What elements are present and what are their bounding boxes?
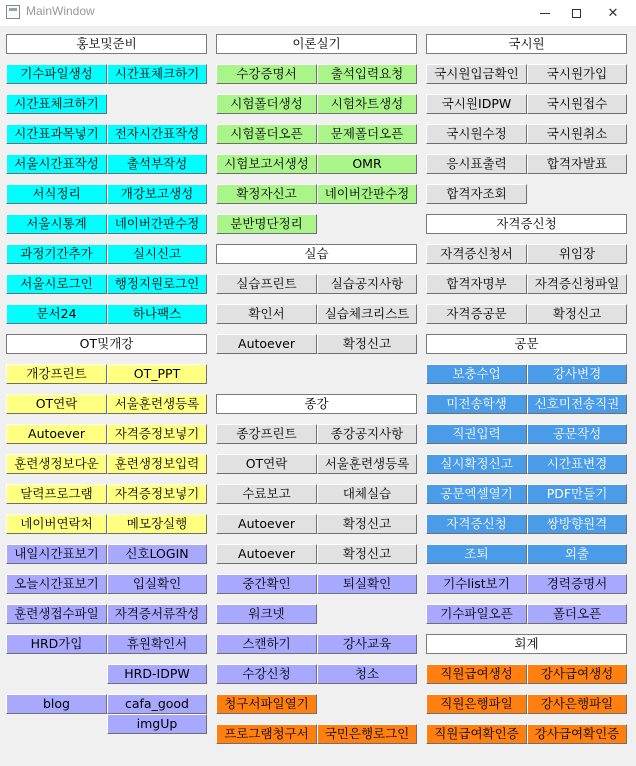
btn-opening-report[interactable]: 개강보고생성 xyxy=(107,184,207,204)
btn-pass-list[interactable]: 합격자명부 xyxy=(426,274,527,294)
btn-confirm-report-2[interactable]: 확정신고 xyxy=(317,514,417,534)
btn-confirmation[interactable]: 확인서 xyxy=(216,304,317,324)
section-header-kuksiwon: 국시원 xyxy=(426,34,627,54)
btn-enrollment-cert[interactable]: 수강증명서 xyxy=(216,64,317,84)
btn-hana-fax[interactable]: 하나팩스 xyxy=(107,304,207,324)
btn-add-course-period[interactable]: 과정기간추가 xyxy=(6,244,107,264)
btn-ot-contact-2[interactable]: OT연락 xyxy=(216,454,317,474)
btn-timetable-change[interactable]: 시간표변경 xyxy=(527,454,627,474)
btn-confirm-report-4[interactable]: 확정신고 xyxy=(527,304,627,324)
btn-makeup-class[interactable]: 보충수업 xyxy=(426,364,527,384)
btn-folder-open[interactable]: 폴더오픈 xyxy=(527,604,627,624)
btn-naver-sign-edit-2[interactable]: 네이버간판수정 xyxy=(317,184,417,204)
btn-early-leave[interactable]: 조퇴 xyxy=(426,544,527,564)
btn-program-invoice[interactable]: 프로그램청구서 xyxy=(216,724,317,744)
btn-practice-print[interactable]: 실습프린트 xyxy=(216,274,317,294)
btn-worknet[interactable]: 워크넷 xyxy=(216,604,317,624)
btn-instructor-payroll-create[interactable]: 강사급여생성 xyxy=(527,664,627,684)
btn-cohort-file-open[interactable]: 기수파일오픈 xyxy=(426,604,527,624)
btn-timetable-check[interactable]: 시간표체크하기 xyxy=(107,64,207,84)
btn-practice-notice[interactable]: 실습공지사항 xyxy=(317,274,417,294)
btn-invoice-file-open[interactable]: 청구서파일열기 xyxy=(216,694,317,714)
btn-kuksiwon-edit[interactable]: 국시원수정 xyxy=(426,124,527,144)
btn-seoul-login[interactable]: 서울시로그인 xyxy=(6,274,107,294)
btn-cert-application-file[interactable]: 자격증신청파일 xyxy=(527,274,627,294)
btn-confirm-report[interactable]: 확정신고 xyxy=(317,334,417,354)
section-header-closing: 종강 xyxy=(216,394,417,414)
btn-img-up[interactable]: imgUp xyxy=(107,714,207,734)
btn-kb-bank-login[interactable]: 국민은행로그인 xyxy=(317,724,417,744)
btn-implementation-report[interactable]: 실시신고 xyxy=(107,244,207,264)
btn-hrd-idpw[interactable]: HRD-IDPW xyxy=(107,664,207,684)
btn-closing-print[interactable]: 종강프린트 xyxy=(216,424,317,444)
btn-cohort-list-view[interactable]: 기수list보기 xyxy=(426,574,527,594)
btn-admin-login[interactable]: 행정지원로그인 xyxy=(107,274,207,294)
btn-pass-announcement[interactable]: 합격자발표 xyxy=(527,154,627,174)
btn-seoul-trainee-register[interactable]: 서울훈련생등록 xyxy=(107,394,207,414)
section-header-official-docs: 공문 xyxy=(426,334,627,354)
btn-instructor-bank-file[interactable]: 강사은행파일 xyxy=(527,694,627,714)
btn-blog[interactable]: blog xyxy=(6,694,107,714)
btn-calendar-program[interactable]: 달력프로그램 xyxy=(6,484,107,504)
btn-course-application[interactable]: 수강신청 xyxy=(216,664,317,684)
btn-cleaning[interactable]: 청소 xyxy=(317,664,417,684)
section-header-practice: 실습 xyxy=(216,244,417,264)
btn-leave-confirm[interactable]: 휴원확인서 xyxy=(107,634,207,654)
btn-ot-ppt[interactable]: OT_PPT xyxy=(107,364,207,384)
btn-exam-report[interactable]: 시험보고서생성 xyxy=(216,154,317,174)
btn-confirmed-report[interactable]: 확정자신고 xyxy=(216,184,317,204)
btn-interactive-remote[interactable]: 쌍방향원격 xyxy=(527,514,627,534)
btn-exam-folder-open[interactable]: 시험폴더오픈 xyxy=(216,124,317,144)
btn-untransmitted-students[interactable]: 미전송학생 xyxy=(426,394,527,414)
btn-cert-info-insert[interactable]: 자격증정보넣기 xyxy=(107,424,207,444)
maximize-icon xyxy=(572,9,581,18)
btn-cert-official-letter[interactable]: 자격증공문 xyxy=(426,304,527,324)
btn-shinho-untransmitted[interactable]: 신호미전송직권 xyxy=(527,394,627,414)
btn-form-cleanup[interactable]: 서식정리 xyxy=(6,184,107,204)
section-header-theory: 이론실기 xyxy=(216,34,417,54)
btn-official-excel-open[interactable]: 공문엑셀열기 xyxy=(426,484,527,504)
btn-autoever-2[interactable]: Autoever xyxy=(216,334,317,354)
btn-attendance-request[interactable]: 출석입력요청 xyxy=(317,64,417,84)
section-header-accounting: 회계 xyxy=(426,634,627,654)
btn-kuksiwon-apply[interactable]: 국시원접수 xyxy=(527,94,627,114)
btn-trainee-info-download[interactable]: 훈련생정보다운 xyxy=(6,454,107,474)
btn-kuksiwon-cancel[interactable]: 국시원취소 xyxy=(527,124,627,144)
title-bar xyxy=(0,0,636,26)
close-button[interactable] xyxy=(590,0,636,26)
btn-today-timetable[interactable]: 오늘시간표보기 xyxy=(6,574,107,594)
btn-shinho-login[interactable]: 신호LOGIN xyxy=(107,544,207,564)
btn-question-folder-open[interactable]: 문제폴더오픈 xyxy=(317,124,417,144)
btn-checkin-confirm[interactable]: 입실확인 xyxy=(107,574,207,594)
app-icon xyxy=(6,5,20,19)
btn-practice-checklist[interactable]: 실습체크리스트 xyxy=(317,304,417,324)
btn-e-timetable[interactable]: 전자시간표작성 xyxy=(107,124,207,144)
btn-pass-lookup[interactable]: 합격자조회 xyxy=(426,184,527,204)
btn-midterm-check[interactable]: 중간확인 xyxy=(216,574,317,594)
btn-scan[interactable]: 스캔하기 xyxy=(216,634,317,654)
btn-class-list-cleanup[interactable]: 분반명단정리 xyxy=(216,214,317,234)
btn-cert-application-form[interactable]: 자격증신청서 xyxy=(426,244,527,264)
btn-cert-apply[interactable]: 자격증신청 xyxy=(426,514,527,534)
btn-autoever-4[interactable]: Autoever xyxy=(216,544,317,564)
btn-kuksiwon-idpw[interactable]: 국시원IDPW xyxy=(426,94,527,114)
btn-cohort-file-create[interactable]: 기수파일생성 xyxy=(6,64,107,84)
btn-timetable-check-2[interactable]: 시간표체크하기 xyxy=(6,94,107,114)
btn-attendance-book[interactable]: 출석부작성 xyxy=(107,154,207,174)
minimize-icon xyxy=(540,13,550,14)
btn-instructor-pay-cert[interactable]: 강사급여확인증 xyxy=(527,724,627,744)
window-title: MainWindow xyxy=(26,4,95,18)
btn-ot-contact[interactable]: OT연락 xyxy=(6,394,107,414)
btn-confirm-report-3[interactable]: 확정신고 xyxy=(317,544,417,564)
btn-trainee-info-input[interactable]: 훈련생정보입력 xyxy=(107,454,207,474)
btn-power-of-attorney[interactable]: 위임장 xyxy=(527,244,627,264)
btn-checkout-confirm[interactable]: 퇴실확인 xyxy=(317,574,417,594)
btn-opening-print[interactable]: 개강프린트 xyxy=(6,364,107,384)
btn-kuksiwon-payment-check[interactable]: 국시원입금확인 xyxy=(426,64,527,84)
btn-alt-practice[interactable]: 대체실습 xyxy=(317,484,417,504)
btn-autoever-3[interactable]: Autoever xyxy=(216,514,317,534)
btn-kuksiwon-signup[interactable]: 국시원가입 xyxy=(527,64,627,84)
btn-instructor-change[interactable]: 강사변경 xyxy=(527,364,627,384)
btn-seoul-timetable[interactable]: 서울시간표작성 xyxy=(6,154,107,174)
btn-omr[interactable]: OMR xyxy=(317,154,417,174)
btn-hrd-signup[interactable]: HRD가입 xyxy=(6,634,107,654)
btn-seoul-trainee-register-2[interactable]: 서울훈련생등록 xyxy=(317,454,417,474)
btn-notepad[interactable]: 메모장실행 xyxy=(107,514,207,534)
btn-tomorrow-timetable[interactable]: 내일시간표보기 xyxy=(6,544,107,564)
btn-outing[interactable]: 외출 xyxy=(527,544,627,564)
btn-exam-ticket-print[interactable]: 응시표출력 xyxy=(426,154,527,174)
btn-staff-pay-cert[interactable]: 직원급여확인증 xyxy=(426,724,527,744)
btn-official-doc-write[interactable]: 공문작성 xyxy=(527,424,627,444)
btn-exam-chart-create[interactable]: 시험차트생성 xyxy=(317,94,417,114)
btn-staff-payroll-create[interactable]: 직원급여생성 xyxy=(426,664,527,684)
btn-naver-contacts[interactable]: 네이버연락처 xyxy=(6,514,107,534)
btn-authority-input[interactable]: 직권입력 xyxy=(426,424,527,444)
btn-cert-info-insert-2[interactable]: 자격증정보넣기 xyxy=(107,484,207,504)
btn-doc24[interactable]: 문서24 xyxy=(6,304,107,324)
section-header-ot: OT및개강 xyxy=(6,334,207,354)
section-header-cert-apply: 자격증신청 xyxy=(426,214,627,234)
btn-closing-notice[interactable]: 종강공지사항 xyxy=(317,424,417,444)
btn-make-pdf[interactable]: PDF만들기 xyxy=(527,484,627,504)
btn-autoever[interactable]: Autoever xyxy=(6,424,107,444)
btn-implementation-confirm[interactable]: 실시확정신고 xyxy=(426,454,527,474)
btn-cert-docs[interactable]: 자격증서류작성 xyxy=(107,604,207,624)
btn-cafa-good[interactable]: cafa_good xyxy=(107,694,207,714)
btn-timetable-subjects[interactable]: 시간표과목넣기 xyxy=(6,124,107,144)
btn-trainee-intake-file[interactable]: 훈련생접수파일 xyxy=(6,604,107,624)
btn-completion-report[interactable]: 수료보고 xyxy=(216,484,317,504)
btn-seoul-stats[interactable]: 서울시통계 xyxy=(6,214,107,234)
btn-naver-sign-edit[interactable]: 네이버간판수정 xyxy=(107,214,207,234)
btn-staff-bank-file[interactable]: 직원은행파일 xyxy=(426,694,527,714)
btn-exam-folder-create[interactable]: 시험폴더생성 xyxy=(216,94,317,114)
close-icon: ✕ xyxy=(607,5,619,21)
btn-instructor-training[interactable]: 강사교육 xyxy=(317,634,417,654)
section-header-promo: 홍보및준비 xyxy=(6,34,207,54)
btn-career-cert[interactable]: 경력증명서 xyxy=(527,574,627,594)
